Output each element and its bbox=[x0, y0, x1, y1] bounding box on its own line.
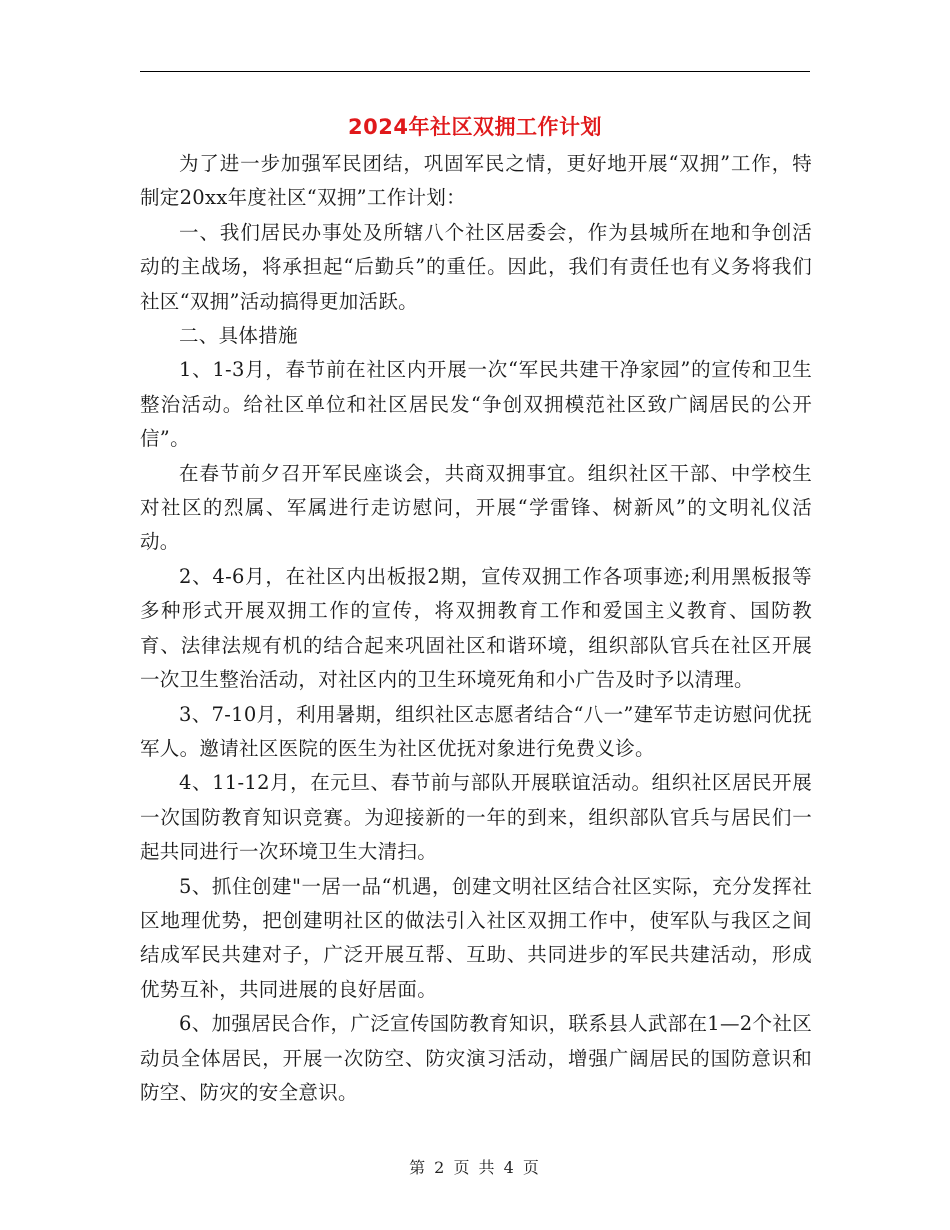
document-title: 2024年社区双拥工作计划 bbox=[348, 115, 602, 139]
page-number: 第 2 页 共 4 页 bbox=[409, 1158, 541, 1177]
header-rule bbox=[140, 71, 810, 72]
paragraph-measure-1: 1、1-3月，春节前在社区内开展一次“军民共建干净家园”的宣传和卫生整治活动。给社区单位和社区居民发“争创双拥模范社区致广阔居民的公开信”。 bbox=[140, 358, 812, 451]
paragraph-measure-5: 5、抓住创建"一居一品“机遇，创建文明社区结合社区实际，充分发挥社区地理优势，把创建明社区的做法引入社区双拥工作中，使军队与我区之间结成军民共建对子，广泛开展互帮、互助、共同进步的军民共建活动，形成优势互补，共同进展的良好居面。 bbox=[140, 874, 812, 1001]
paragraph-measure-2: 2、4-6月，在社区内出板报2期，宣传双拥工作各项事迹;利用黑板报等多种形式开展双拥工作的宣传，将双拥教育工作和爱国主义教育、国防教育、法律法规有机的结合起来巩固社区和谐环境，组织部队官兵在社区开展一次卫生整治活动，对社区内的卫生环境死角和小广告及时予以清理。 bbox=[140, 564, 812, 692]
paragraph-measure-4: 4、11-12月，在元旦、春节前与部队开展联谊活动。组织社区居民开展一次国防教育知识竞赛。为迎接新的一年的到来，组织部队官兵与居民们一起共同进行一次环境卫生大清扫。 bbox=[140, 771, 812, 864]
paragraph-section-2-heading: 二、具体措施 bbox=[179, 324, 298, 348]
document-body bbox=[140, 147, 812, 1110]
paragraph-section-1: 一、我们居民办事处及所辖八个社区居委会，作为县城所在地和争创活动的主战场，将承担起“后勤兵”的重任。因此，我们有责任也有义务将我们社区“双拥”活动搞得更加活跃。 bbox=[140, 220, 812, 313]
paragraph-measure-1-cont: 在春节前夕召开军民座谈会，共商双拥事宜。组织社区干部、中学校生对社区的烈属、军属进行走访慰问，开展“学雷锋、树新风”的文明礼仪活动。 bbox=[140, 461, 812, 554]
paragraph-measure-3: 3、7-10月，利用暑期，组织社区志愿者结合“八一”建军节走访慰问优抚军人。邀请社区医院的医生为社区优抚对象进行免费义诊。 bbox=[140, 702, 812, 760]
paragraph-measure-6: 6、加强居民合作，广泛宣传国防教育知识，联系县人武部在1—2个社区动员全体居民，开展一次防空、防灾演习活动，增强广阔居民的国防意识和防空、防灾的安全意识。 bbox=[140, 1012, 812, 1104]
paragraph-intro: 为了进一步加强军民团结，巩固军民之情，更好地开展“双拥”工作，特制定20xx年度社区“双拥”工作计划： bbox=[140, 152, 812, 210]
